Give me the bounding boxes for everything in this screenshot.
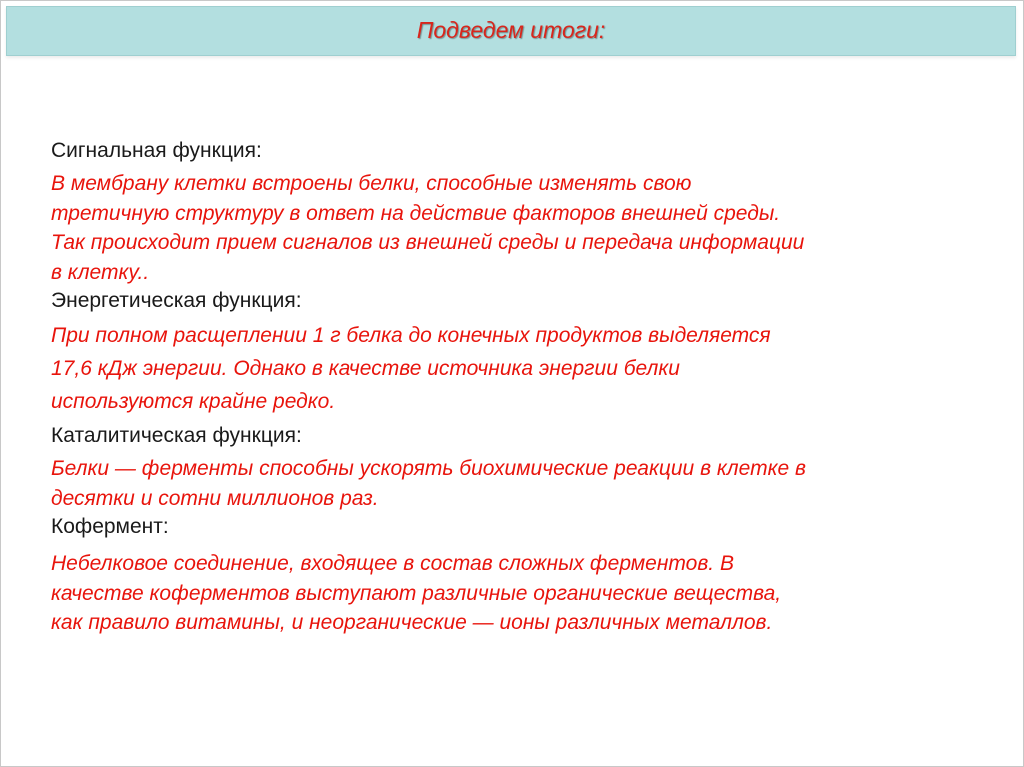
- section-text-line: Небелковое соединение, входящее в состав сложных ферментов. В: [51, 552, 734, 575]
- section-text-line: 17,6 кДж энергии. Однако в качестве источника энергии белки: [51, 357, 680, 380]
- section-heading-catalytic: Каталитическая функция:: [51, 424, 302, 447]
- section-text-line: в клетку..: [51, 260, 150, 284]
- section-text-line: как правило витамины, и неорганические — ионы различных металлов.: [51, 611, 773, 634]
- section-text-line: Так происходит прием сигналов из внешней среды и передача информации: [51, 231, 805, 254]
- section-text-line: третичную структуру в ответ на действие факторов внешней среды.: [51, 201, 781, 225]
- section-text-line: десятки и сотни миллионов раз.: [51, 486, 379, 510]
- section-heading-coenzyme: Кофермент:: [51, 515, 169, 538]
- section-text-line: Белки — ферменты способны ускорять биохимические реакции в клетке в: [51, 457, 806, 480]
- slide-title: Подведем итоги:: [416, 16, 606, 43]
- section-text-line: При полном расщеплении 1 г белка до конечных продуктов выделяется: [51, 324, 771, 347]
- slide-body: [51, 137, 991, 638]
- section-heading-signal: Сигнальная функция:: [51, 139, 262, 162]
- title-bar: [6, 6, 1016, 56]
- section-text-line: В мембрану клетки встроены белки, способные изменять свою: [51, 172, 692, 195]
- section-text-line: качестве коферментов выступают различные органические вещества,: [51, 581, 782, 605]
- section-text-line: используются крайне редко.: [51, 390, 336, 413]
- section-heading-energy: Энергетическая функция:: [51, 289, 302, 312]
